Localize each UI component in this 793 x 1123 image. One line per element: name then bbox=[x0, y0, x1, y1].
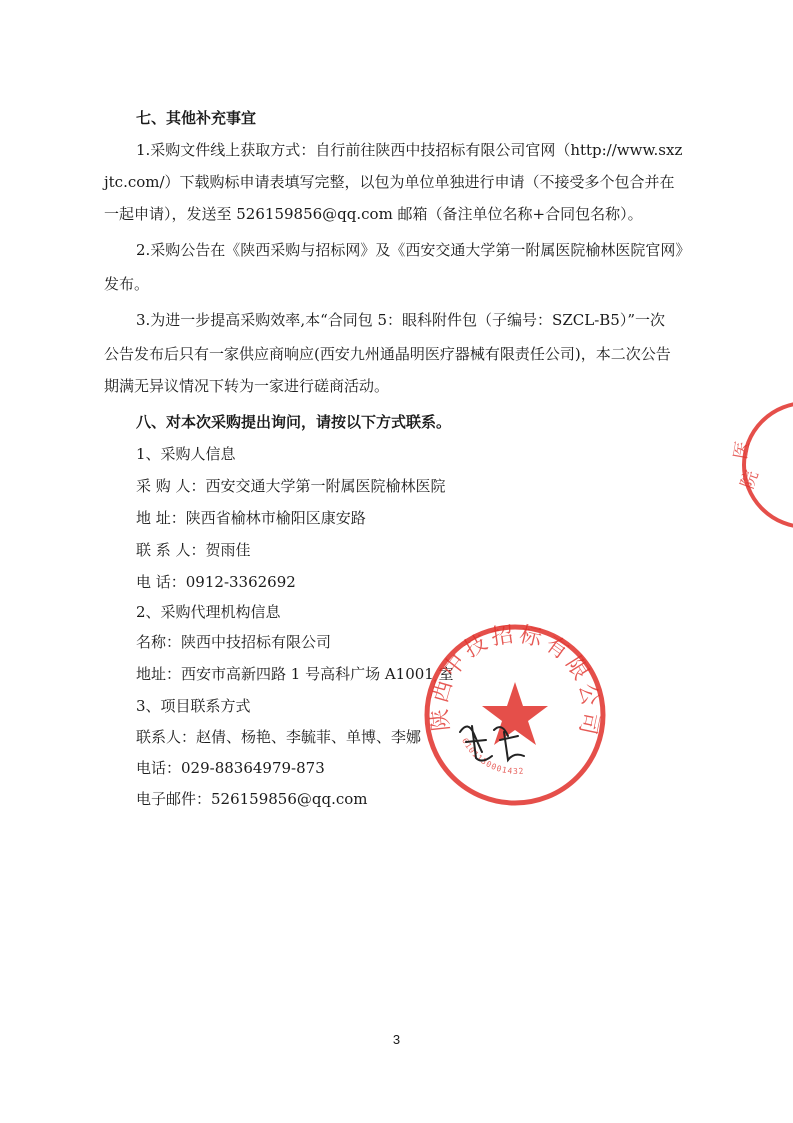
agency-name: 名称：陕西中技招标有限公司 bbox=[136, 633, 332, 651]
seal-ring-text: 陕西中技招标有限公司 bbox=[427, 622, 603, 741]
section-7-heading: 七、其他补充事宜 bbox=[136, 109, 257, 127]
paragraph-2-line-1: 2.采购公告在《陕西采购与招标网》及《西安交通大学第一附属医院榆林医院官网》 bbox=[136, 241, 691, 259]
purchaser-contact: 联 系 人：贺雨佳 bbox=[136, 541, 251, 559]
handwritten-signature bbox=[452, 712, 532, 768]
project-contact-heading: 3、项目联系方式 bbox=[136, 697, 251, 715]
purchaser-phone: 电 话：0912-3362692 bbox=[136, 573, 296, 591]
paragraph-3-line-1: 3.为进一步提高采购效率,本“合同包 5：眼科附件包（子编号：SZCL-B5）”一次 bbox=[136, 311, 666, 329]
purchaser-name: 采 购 人：西安交通大学第一附属医院榆林医院 bbox=[136, 477, 446, 495]
agency-address: 地址：西安市高新四路 1 号高科广场 A1001 室 bbox=[136, 665, 454, 683]
purchaser-address: 地 址：陕西省榆林市榆阳区康安路 bbox=[136, 509, 366, 527]
project-contact-phone: 电话：029-88364979-873 bbox=[136, 759, 325, 777]
paragraph-2-line-2: 发布。 bbox=[104, 275, 150, 293]
purchaser-info-heading: 1、采购人信息 bbox=[136, 445, 236, 463]
project-contact-email: 电子邮件：526159856@qq.com bbox=[136, 790, 368, 808]
section-8-heading: 八、对本次采购提出询问，请按以下方式联系。 bbox=[136, 413, 452, 431]
page-number: 3 bbox=[392, 1032, 401, 1047]
project-contact-people: 联系人：赵倩、杨艳、李毓菲、单博、李娜 bbox=[136, 728, 422, 746]
paragraph-1-line-1: 1.采购文件线上获取方式：自行前往陕西中技招标有限公司官网（http://www.sxz bbox=[136, 141, 683, 159]
agency-info-heading: 2、采购代理机构信息 bbox=[136, 603, 281, 621]
seal-code-text: 6101130001432 bbox=[460, 736, 525, 776]
paragraph-1-line-2: jtc.com/）下载购标申请表填写完整，以包为单位单独进行申请（不接受多个包合并在 bbox=[104, 173, 675, 191]
svg-text:院: 院 bbox=[736, 467, 763, 492]
svg-text:医: 医 bbox=[730, 439, 755, 461]
paragraph-3-line-2: 公告发布后只有一家供应商响应(西安九州通晶明医疗器械有限责任公司)，本二次公告 bbox=[104, 345, 671, 363]
partial-company-seal bbox=[716, 400, 793, 530]
paragraph-3-line-3: 期满无异议情况下转为一家进行磋商活动。 bbox=[104, 377, 390, 395]
paragraph-1-line-3: 一起申请），发送至 526159856@qq.com 邮箱（备注单位名称+合同包名称）。 bbox=[104, 205, 643, 223]
